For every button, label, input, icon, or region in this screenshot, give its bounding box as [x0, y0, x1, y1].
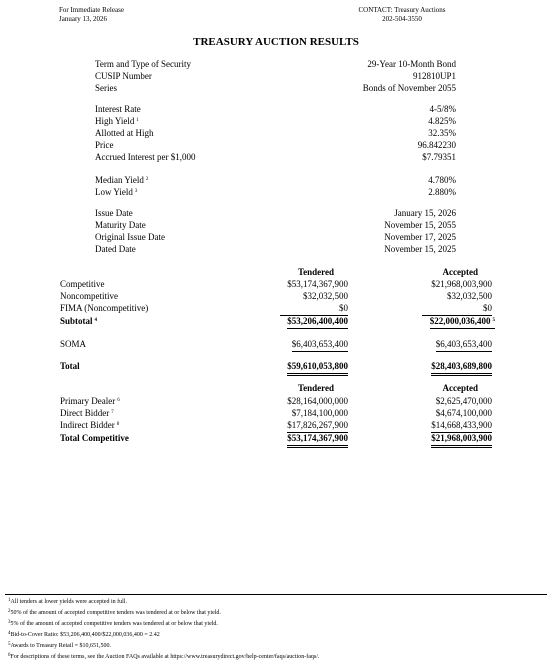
- table-row-accepted: $21,968,003,900: [431, 279, 492, 289]
- issue-date-label: Issue Date: [95, 208, 133, 218]
- table-row-label: Competitive: [60, 279, 105, 289]
- table-row-accepted: $14,668,433,900: [431, 420, 492, 433]
- original-issue-date-label: Original Issue Date: [95, 232, 165, 242]
- accrued-interest-value: $7.79351: [422, 152, 456, 162]
- release-notice: For Immediate Release: [59, 6, 124, 14]
- footnote: $^4$Bid-to-Cover Ratio: $53,206,400,400/$22,000,036,400 = 2.42: [8, 631, 160, 638]
- table-row-accepted: $4,674,100,000: [435, 408, 492, 418]
- table-row-label: Primary Dealer $^6$: [60, 396, 120, 406]
- interest-rate-label: Interest Rate: [95, 104, 141, 114]
- table-row-tendered: $7,184,100,000: [291, 408, 348, 418]
- table-row-accepted: $2,625,470,000: [435, 396, 492, 406]
- subtotal-label: Subtotal $^4$: [60, 316, 98, 326]
- accrued-interest-label: Accrued Interest per $1,000: [95, 152, 196, 162]
- contact-phone: 202-504-3550: [382, 15, 422, 23]
- interest-rate-value: 4-5/8%: [429, 104, 456, 114]
- price-label: Price: [95, 140, 114, 150]
- table-row-tendered: $0: [280, 303, 348, 316]
- table-row-tendered: $28,164,000,000: [287, 396, 348, 406]
- accepted-header: Accepted: [442, 383, 478, 393]
- maturity-date-label: Maturity Date: [95, 220, 146, 230]
- allotted-label: Allotted at High: [95, 128, 154, 138]
- allotted-value: 32.35%: [428, 128, 456, 138]
- subtotal-accepted: $22,000,036,400 $^5$: [430, 316, 495, 329]
- accepted-header: Accepted: [442, 267, 478, 277]
- total-tendered: $59,610,053,800: [287, 361, 348, 376]
- tendered-header: Tendered: [297, 383, 334, 393]
- total-competitive-label: Total Competitive: [60, 433, 129, 443]
- table-row-label: Direct Bidder $^7$: [60, 408, 114, 418]
- price-value: 96.842230: [417, 140, 456, 150]
- table-row-tendered: $53,174,367,900: [287, 279, 348, 289]
- dated-date-label: Dated Date: [95, 244, 136, 254]
- total-competitive-accepted: $21,968,003,900: [431, 433, 492, 448]
- original-issue-date-value: November 17, 2025: [384, 232, 456, 242]
- median-yield-value: 4.780%: [428, 175, 456, 185]
- table-row-label: FIMA (Noncompetitive): [60, 303, 149, 313]
- issue-date-value: January 15, 2026: [394, 208, 456, 218]
- table-row-label: Noncompetitive: [60, 291, 118, 301]
- low-yield-value: 2.880%: [428, 187, 456, 197]
- footnote: $^6$For descriptions of these terms, see the Auction FAQs available at https://www.treasurydirect.gov/help-center/faqs/auction-faqs/.: [8, 653, 320, 660]
- security-term-value: 29-Year 10-Month Bond: [367, 59, 456, 69]
- table-row-tendered: $17,826,267,900: [287, 420, 348, 433]
- total-label: Total: [60, 361, 80, 371]
- soma-tendered: $6,403,653,400: [292, 339, 348, 352]
- security-cusip-value: 912810UP1: [412, 71, 456, 81]
- median-yield-label: Median Yield $^2$: [95, 175, 149, 185]
- maturity-date-value: November 15, 2055: [384, 220, 456, 230]
- security-series-value: Bonds of November 2055: [362, 83, 456, 93]
- footnote: $^1$All tenders at lower yields were accepted in full.: [8, 598, 127, 605]
- security-term-label: Term and Type of Security: [95, 59, 192, 69]
- table-row-accepted: $32,032,500: [447, 291, 492, 301]
- soma-label: SOMA: [60, 339, 87, 349]
- total-accepted: $28,403,689,800: [431, 361, 492, 376]
- footnote: $^2$50% of the amount of accepted competitive tenders was tendered at or below that yield.: [8, 609, 221, 616]
- security-cusip-label: CUSIP Number: [95, 71, 152, 81]
- table-row-accepted: $0: [422, 303, 492, 316]
- page-title: TREASURY AUCTION RESULTS: [193, 36, 359, 48]
- total-competitive-tendered: $53,174,367,900: [287, 433, 348, 448]
- footnote: $^5$Awards to Treasury Retail = $10,651,500.: [8, 642, 111, 649]
- soma-accepted: $6,403,653,400: [436, 339, 492, 352]
- tendered-header: Tendered: [297, 267, 334, 277]
- dated-date-value: November 15, 2025: [384, 244, 456, 254]
- security-series-label: Series: [95, 83, 117, 93]
- footnote: $^3$5% of the amount of accepted competitive tenders was tendered at or below that yield.: [8, 620, 218, 627]
- high-yield-value: 4.825%: [428, 116, 456, 126]
- release-date: January 13, 2026: [59, 15, 108, 23]
- table-row-tendered: $32,032,500: [303, 291, 348, 301]
- footnote-divider: [5, 594, 547, 595]
- subtotal-tendered: $53,206,400,400: [287, 316, 348, 329]
- high-yield-label: High Yield $^1$: [95, 116, 139, 126]
- low-yield-label: Low Yield $^3$: [95, 187, 138, 197]
- table-row-label: Indirect Bidder $^8$: [60, 420, 120, 430]
- contact-label: CONTACT: Treasury Auctions: [358, 6, 446, 14]
